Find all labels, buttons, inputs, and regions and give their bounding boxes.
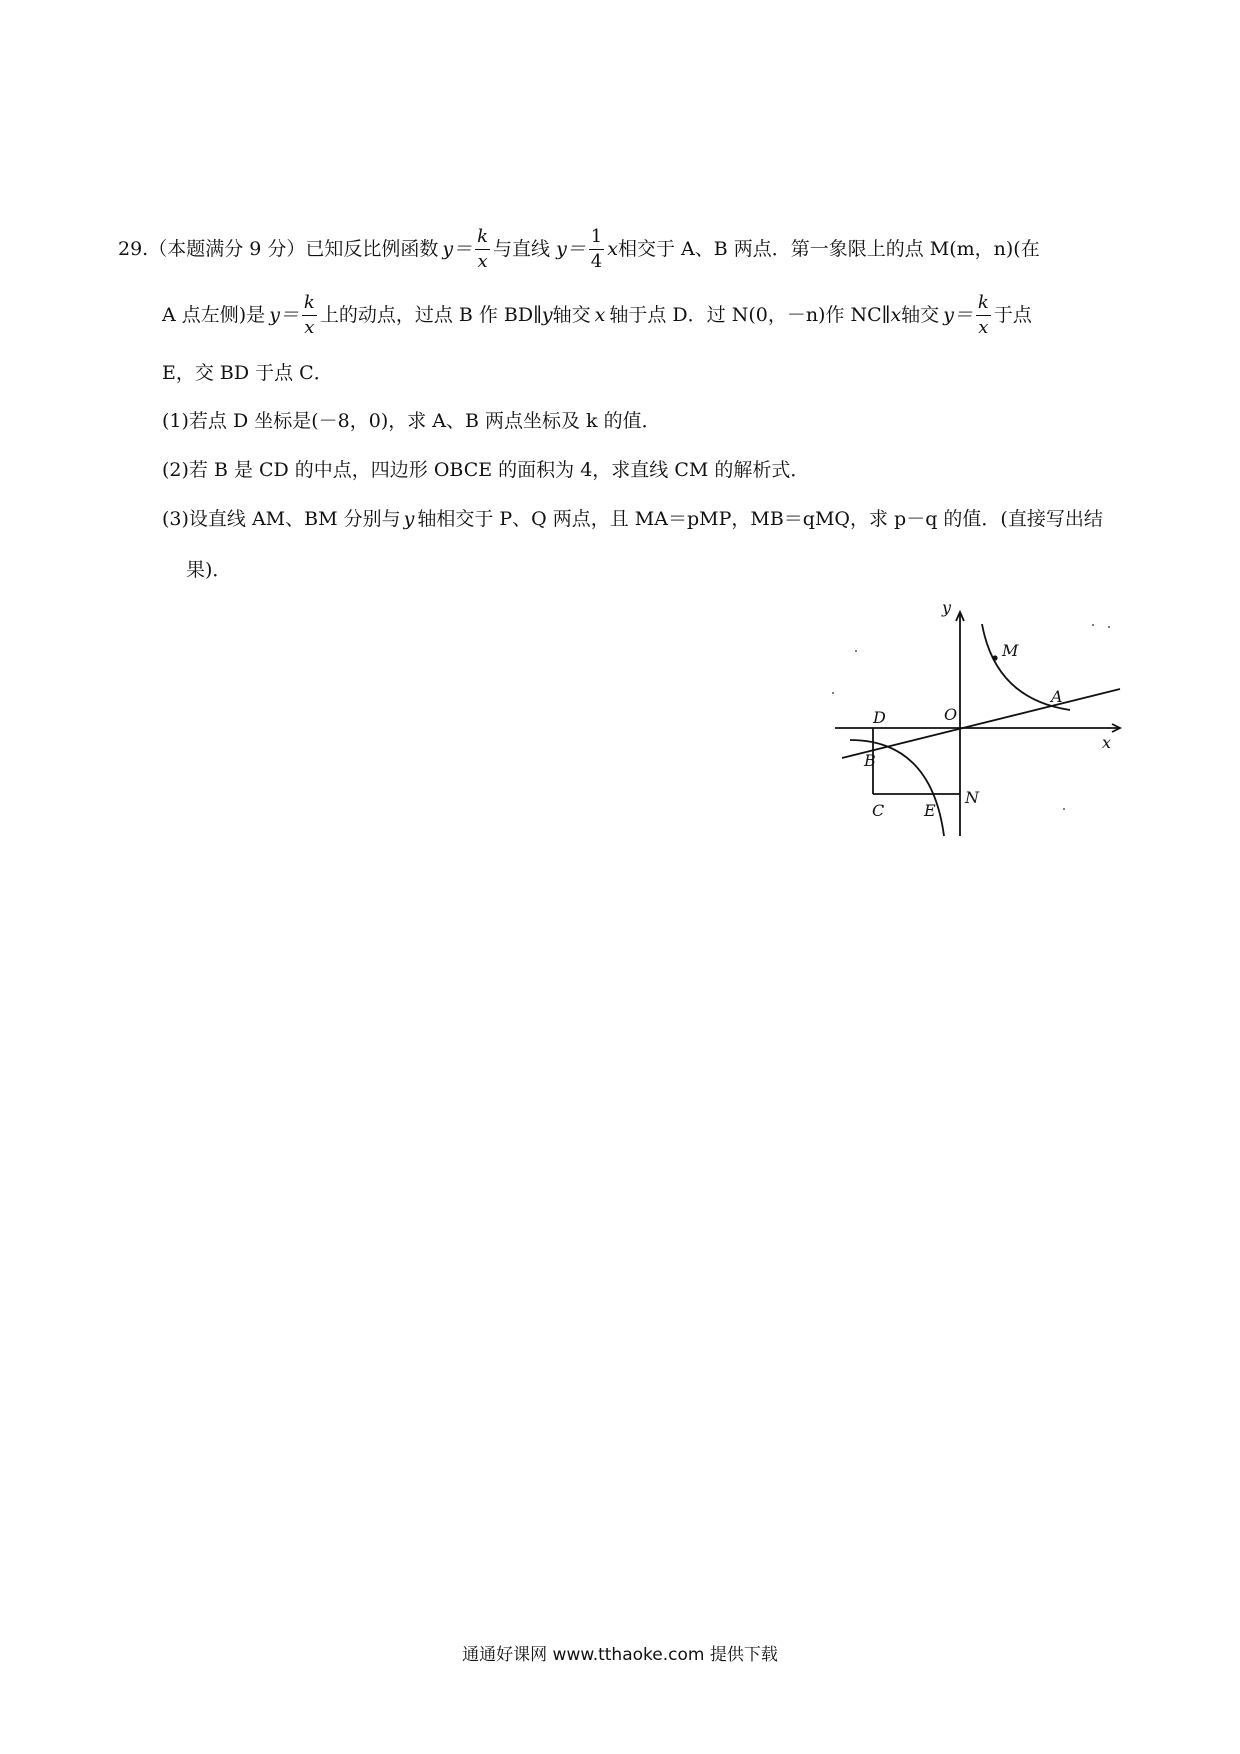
scan-speck [1063, 808, 1065, 810]
fraction-numerator: k [976, 294, 991, 316]
scan-speck [832, 692, 834, 694]
text-segment: 与直线 [493, 238, 551, 261]
part-2-text: (2)若 B 是 CD 的中点，四边形 OBCE 的面积为 4，求直线 CM 的解析式． [162, 459, 810, 481]
text-segment: (3)设直线 AM、BM 分别与 [162, 508, 401, 530]
text-segment: A 点左侧)是 [162, 304, 266, 327]
problem-line-2 [162, 294, 1032, 338]
fraction-k-over-x [976, 294, 991, 338]
fraction-denominator: x [978, 316, 989, 338]
label-n: N [965, 788, 979, 807]
label-b: B [864, 751, 876, 770]
text-segment: 轴于点 D．过 N(0，－n)作 NC∥ [609, 304, 891, 327]
fraction-denominator: 4 [590, 250, 603, 272]
problem-number-and-intro: 29.（本题满分 9 分）已知反比例函数 [118, 238, 439, 261]
fraction-denominator: x [304, 316, 315, 338]
x-variable: x [594, 304, 606, 327]
fraction-k-over-x [475, 228, 490, 272]
part-1-text: (1)若点 D 坐标是(－8，0)，求 A、B 两点坐标及 k 的值． [162, 410, 661, 432]
label-m: M [1002, 641, 1019, 660]
fraction-one-quarter [589, 228, 604, 272]
part-1 [162, 412, 661, 431]
coordinate-figure [830, 598, 1130, 848]
problem-line-1 [118, 228, 1040, 272]
fraction-k-over-x [302, 294, 317, 338]
part-3-continued [186, 561, 231, 580]
text-segment: 于点 [993, 304, 1032, 327]
fraction-numerator: 1 [589, 228, 604, 250]
text-segment: 上的动点，过点 B 作 BD∥ [319, 304, 542, 327]
label-c: C [872, 801, 885, 820]
fraction-numerator: k [302, 294, 317, 316]
label-x-axis: x [1102, 733, 1112, 752]
x-variable: x [607, 238, 618, 261]
text-segment: E，交 BD 于点 C． [162, 362, 333, 384]
label-a: A [1051, 687, 1063, 706]
point-m [992, 655, 997, 660]
y-equals-2: y＝ [943, 304, 973, 327]
y-equals-2: y＝ [556, 238, 586, 261]
label-origin: O [944, 705, 958, 724]
scan-speck [1108, 626, 1110, 628]
label-y-axis: y [942, 598, 952, 617]
y-variable: y [403, 508, 415, 530]
y-equals-1: y＝ [442, 238, 473, 261]
text-segment: 果)． [186, 559, 232, 581]
scan-speck [855, 650, 857, 652]
scan-speck [1092, 624, 1094, 626]
label-e: E [924, 801, 936, 820]
text-segment: 相交于 A、B 两点．第一象限上的点 M(m，n)(在 [617, 238, 1040, 261]
fraction-denominator: x [477, 250, 488, 272]
part-2 [162, 461, 809, 480]
x-variable: x [890, 304, 902, 327]
text-segment: 轴交 [901, 304, 940, 327]
label-d: D [873, 708, 886, 727]
part-3 [162, 510, 1103, 529]
y-equals-1: y＝ [269, 304, 299, 327]
fraction-numerator: k [475, 228, 490, 250]
y-variable: y [541, 304, 553, 327]
text-segment: 轴相交于 P、Q 两点，且 MA＝pMP，MB＝qMQ，求 p－q 的值．(直接写出结 [417, 508, 1103, 530]
text-segment: 轴交 [552, 304, 591, 327]
footer-credit: 通通好课网 www.tthaoke.com 提供下载 [462, 1645, 778, 1665]
problem-line-3 [162, 364, 333, 383]
